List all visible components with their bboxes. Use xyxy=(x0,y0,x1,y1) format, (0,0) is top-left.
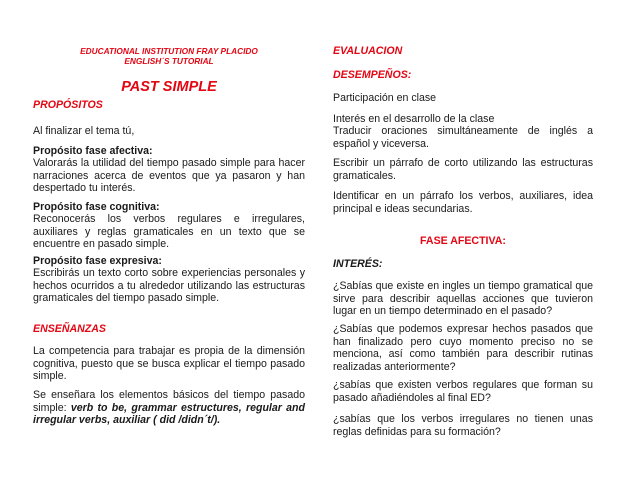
cognitiva-label: Propósito fase cognitiva: xyxy=(33,201,160,213)
institution-name: EDUCATIONAL INSTITUTION FRAY PLACIDO xyxy=(80,46,258,56)
expresiva-label: Propósito fase expresiva: xyxy=(33,255,162,267)
ensenanzas-paragraph-2 xyxy=(33,389,305,427)
question-4: ¿sabías que los verbos irregulares no tienen unas reglas definidas para su formación? xyxy=(333,413,593,438)
propositos-heading: PROPÓSITOS xyxy=(33,99,103,111)
afectiva-text: Valorarás la utilidad del tiempo pasado simple para hacer narraciones acerca de eventos que ya pasaron y han despertado tu interés. xyxy=(33,157,305,195)
ensenanzas-paragraph-1: La competencia para trabajar es propia de la dimensión cognitiva, puesto que se busca explicar el tiempo pasado simple. xyxy=(33,345,305,383)
desempenos-heading: DESEMPEÑOS: xyxy=(333,69,412,81)
desempeno-3: Traducir oraciones simultáneamente de inglés a español y viceversa. xyxy=(333,125,593,150)
question-3: ¿sabías que existen verbos regulares que forman su pasado añadiéndoles al final ED? xyxy=(333,379,593,404)
desempeno-1: Participación en clase xyxy=(333,92,437,104)
desempeno-4: Escribir un párrafo de corto utilizando las estructuras gramaticales. xyxy=(333,157,593,182)
cognitiva-text: Reconocerás los verbos regulares e irregulares, auxiliares y reglas gramaticales en un texto que se encuentre en pasado simple. xyxy=(33,213,305,251)
question-1: ¿Sabías que existe en ingles un tiempo gramatical que sirve para describir aquellas acciones que tuvieron lugar en un tiempo determinado en el pasado? xyxy=(333,280,593,318)
afectiva-label: Propósito fase afectiva: xyxy=(33,145,153,157)
intro-text: Al finalizar el tema tú, xyxy=(33,125,135,137)
desempeno-2: Interés en el desarrollo de la clase xyxy=(333,113,495,125)
interes-heading: INTERÉS: xyxy=(333,258,383,270)
tutorial-name: ENGLISH´S TUTORIAL xyxy=(124,56,214,66)
document-title: PAST SIMPLE xyxy=(121,79,217,95)
ensenanzas-text: Se enseñara los elementos básicos del tiempo pasado simple: xyxy=(33,389,305,414)
question-2: ¿Sabías que podemos expresar hechos pasados que han finalizado pero cuyo momento preciso no se menciona, así como también para describir rutinas realizadas anteriormente? xyxy=(333,323,593,373)
evaluacion-heading: EVALUACION xyxy=(333,45,403,57)
fase-afectiva-heading: FASE AFECTIVA: xyxy=(420,235,506,247)
expresiva-text: Escribirás un texto corto sobre experiencias personales y hechos ocurridos a tu alrededor utilizando las estructuras gramaticales del tiempo pasado simple. xyxy=(33,267,305,305)
desempeno-5: Identificar en un párrafo los verbos, auxiliares, idea principal e ideas secundarias. xyxy=(333,190,593,215)
ensenanzas-heading: ENSEÑANZAS xyxy=(33,323,106,335)
ensenanzas-emphasis: verb to be, grammar estructures, regular and irregular verbs, auxiliar ( did /didn´t/). xyxy=(33,401,305,427)
